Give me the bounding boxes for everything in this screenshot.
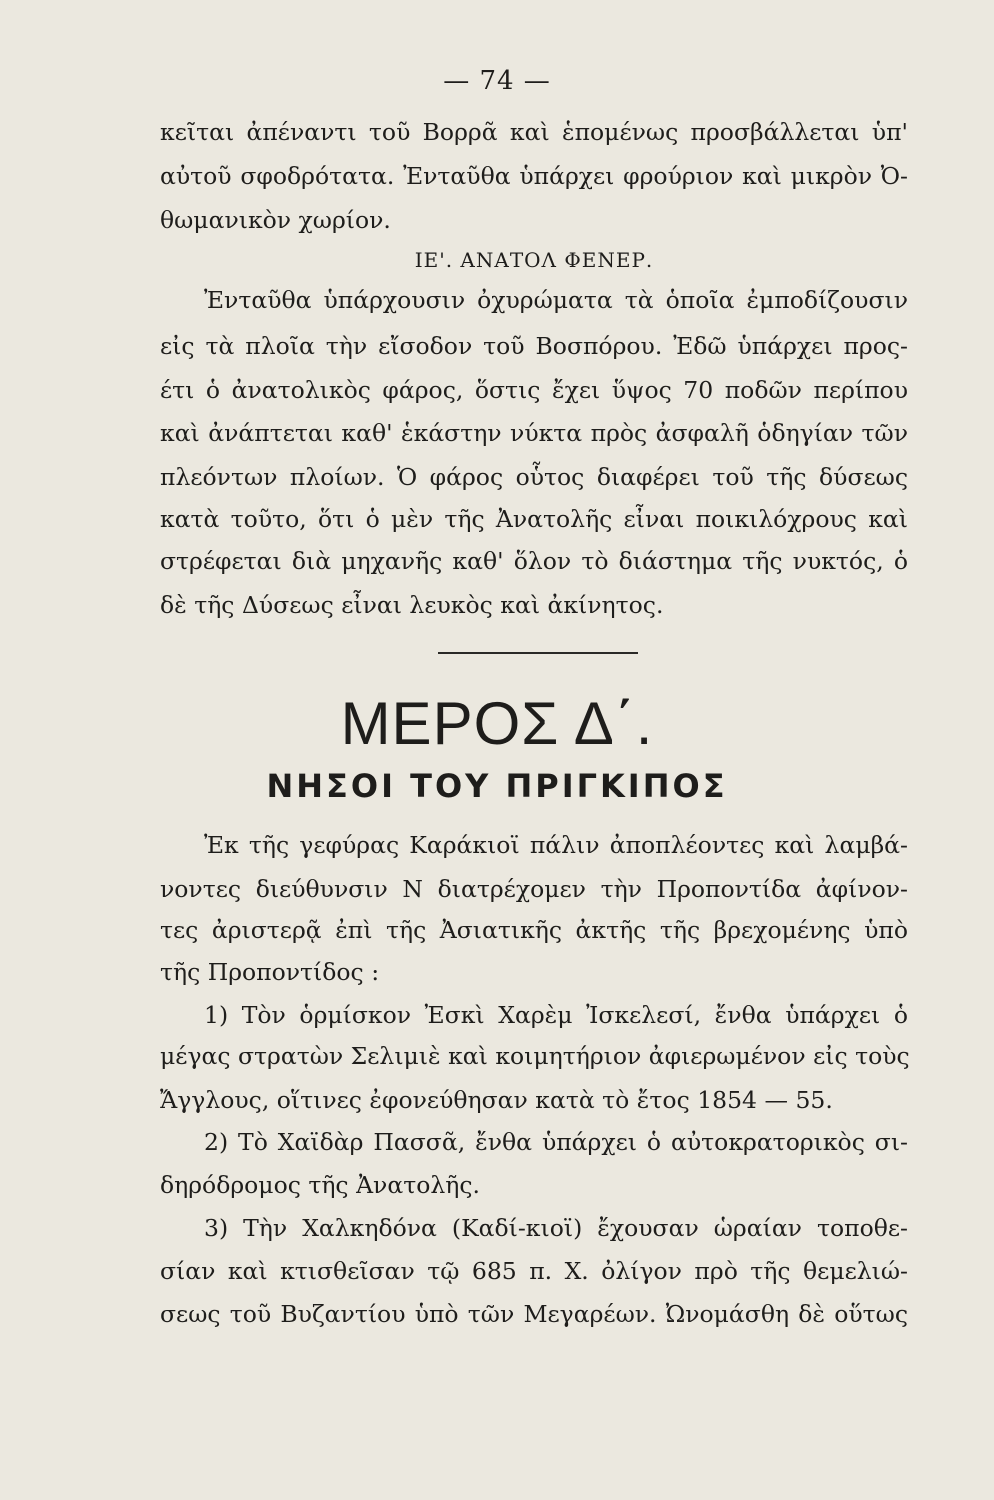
text-line: σεως τοῦ Βυζαντίου ὑπὸ τῶν Μεγαρέων. Ὠνομάσθη δὲ οὕτως	[160, 1300, 908, 1328]
part-title: ΜΕΡΟΣ Δ΄.	[340, 690, 654, 757]
page-number: — 74 —	[443, 66, 551, 96]
text-line: έτι ὁ ἀνατολικὸς φάρος, ὅστις ἔχει ὕψος 70 ποδῶν περίπου	[160, 376, 908, 404]
text-line: πλεόντων πλοίων. Ὁ φάρος οὗτος διαφέρει τοῦ τῆς δύσεως	[160, 463, 908, 491]
text-line: σίαν καὶ κτισθεῖσαν τῷ 685 π. Χ. ὀλίγον πρὸ τῆς θεμελιώ-	[160, 1257, 908, 1285]
text-line: στρέφεται διὰ μηχανῆς καθ' ὅλον τὸ διάστημα τῆς νυκτός, ὁ	[160, 547, 908, 575]
text-line: καὶ ἀνάπτεται καθ' ἑκάστην νύκτα πρὸς ἀσφαλῆ ὁδηγίαν τῶν	[160, 419, 908, 447]
text-line: τες ἀριστερᾷ ἐπὶ τῆς Ἀσιατικῆς ἀκτῆς τῆς βρεχομένης ὑπὸ	[160, 916, 908, 944]
text-line: 3) Τὴν Χαλκηδόνα (Καδί-κιοϊ) ἔχουσαν ὡραίαν τοποθε-	[204, 1214, 908, 1242]
text-line: εἰς τὰ πλοῖα τὴν εἴσοδον τοῦ Βοσπόρου. Ἐδῶ ὑπάρχει προς-	[160, 332, 908, 360]
text-line: κατὰ τοῦτο, ὅτι ὁ μὲν τῆς Ἀνατολῆς εἶναι ποικιλόχρους καὶ	[160, 505, 908, 533]
text-line: Ἐνταῦθα ὑπάρχουσιν ὀχυρώματα τὰ ὁποῖα ἐμποδίζουσιν	[204, 286, 908, 314]
text-line: θωμανικὸν χωρίον.	[160, 206, 391, 234]
text-line: Ἄγγλους, οἵτινες ἐφονεύθησαν κατὰ τὸ ἔτος 1854 — 55.	[160, 1086, 833, 1114]
text-line: 1) Τὸν ὁρμίσκον Ἐσκὶ Χαρὲμ Ἰσκελεσί, ἔνθα ὑπάρχει ὁ	[204, 1001, 908, 1029]
text-line: μέγας στρατὼν Σελιμιὲ καὶ κοιμητήριον ἀφιερωμένον εἰς τοὺς	[160, 1042, 910, 1070]
section-divider	[438, 652, 638, 654]
section-heading: ΙΕ'. ΑΝΑΤΟΛ ΦΕΝΕΡ.	[414, 248, 654, 272]
text-line: νοντες διεύθυνσιν Ν διατρέχομεν τὴν Προποντίδα ἀφίνον-	[160, 875, 908, 903]
text-line: 2) Τὸ Χαϊδὰρ Πασσᾶ, ἔνθα ὑπάρχει ὁ αὐτοκρατορικὸς σι-	[204, 1128, 908, 1156]
text-line: αὐτοῦ σφοδρότατα. Ἐνταῦθα ὑπάρχει φρούριον καὶ μικρὸν Ὀ-	[160, 162, 908, 190]
text-line: δηρόδρομος τῆς Ἀνατολῆς.	[160, 1171, 480, 1199]
text-line: Ἐκ τῆς γεφύρας Καράκιοϊ πάλιν ἀποπλέοντες καὶ λαμβά-	[204, 831, 908, 859]
text-line: τῆς Προποντίδος :	[160, 958, 380, 986]
text-line: κεῖται ἀπέναντι τοῦ Βορρᾶ καὶ ἑπομένως προσβάλλεται ὑπ'	[160, 118, 908, 146]
chapter-title: ΝΗΣΟΙ ΤΟΥ ΠΡΙΓΚΙΠΟΣ	[266, 767, 728, 805]
text-line: δὲ τῆς Δύσεως εἶναι λευκὸς καὶ ἀκίνητος.	[160, 591, 664, 619]
